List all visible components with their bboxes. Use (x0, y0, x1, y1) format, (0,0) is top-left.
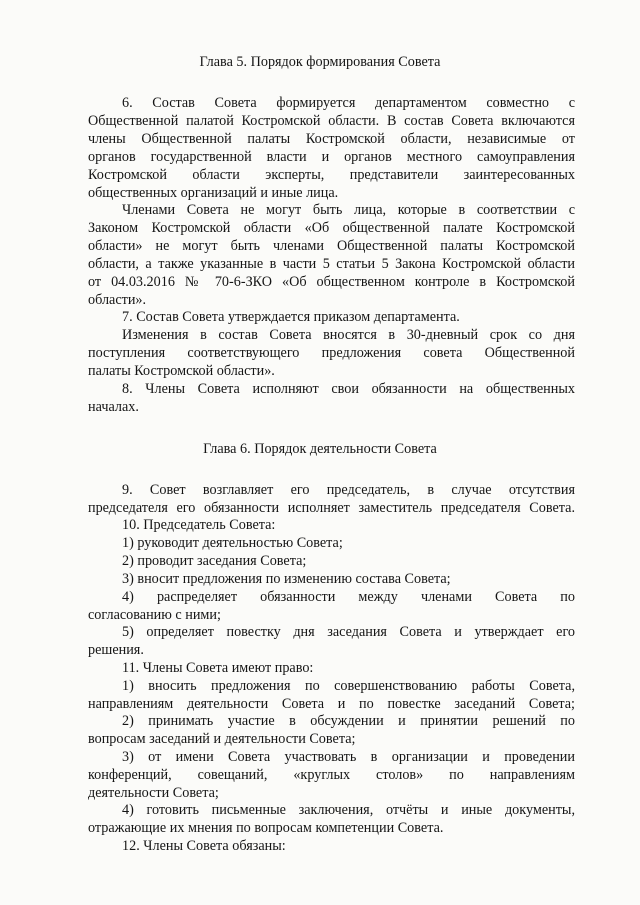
text-line: 1) руководит деятельностью Совета; (122, 535, 343, 551)
text-line: вопросам заседаний и деятельности Совета; (88, 731, 356, 747)
text-line: 6. Состав Совета формируется департаментом совместно с (122, 95, 575, 111)
text-line: Законом Костромской области «Об общественной палате Костромской (88, 220, 575, 236)
text-line: началах. (88, 399, 139, 415)
text-line: 1) вносить предложения по совершенствованию работы Совета, (122, 678, 575, 694)
text-line: 2) проводит заседания Совета; (122, 553, 307, 569)
text-line: области». (88, 292, 147, 308)
text-line: Изменения в состав Совета вносятся в 30-дневный срок со дня (122, 327, 575, 343)
text-line: области» не могут быть членами Общественной палаты Костромской (88, 238, 575, 254)
text-line: члены Общественной палаты Костромской области, независимые от (88, 131, 575, 147)
text-line: палаты Костромской области». (88, 363, 275, 379)
text-line: 11. Члены Совета имеют право: (122, 660, 314, 676)
text-line: от 04.03.2016 № 70-6-ЗКО «Об общественном контроле в Костромской (88, 274, 575, 290)
text-line: отражающие их мнения по вопросам компетенции Совета. (88, 820, 444, 836)
text-line: деятельности Совета; (88, 785, 219, 801)
text-line: 4) готовить письменные заключения, отчёты и иные документы, (122, 802, 575, 818)
text-line: 5) определяет повестку дня заседания Совета и утверждает его (122, 624, 575, 640)
text-line: общественных организаций и иные лица. (88, 185, 339, 201)
text-line: согласованию с ними; (88, 607, 221, 623)
text-line: конференций, совещаний, «круглых столов» по направлениям (88, 767, 575, 783)
text-line: председателя его обязанности исполняет заместитель председателя Совета. (88, 500, 575, 516)
chapter-6-heading: Глава 6. Порядок деятельности Совета (203, 441, 437, 457)
text-line: 3) вносит предложения по изменению состава Совета; (122, 571, 451, 587)
text-line: направлениям деятельности Совета и по повестке заседаний Совета; (88, 696, 575, 712)
text-line: Общественной палатой Костромской области. В состав Совета включаются (88, 113, 575, 129)
text-line: 2) принимать участие в обсуждении и принятии решений по (122, 713, 575, 729)
text-line: 9. Совет возглавляет его председатель, в случае отсутствия (122, 482, 575, 498)
text-line: 8. Члены Совета исполняют свои обязанности на общественных (122, 381, 575, 397)
text-line: 3) от имени Совета участвовать в организации и проведении (122, 749, 575, 765)
text-line: поступления соответствующего предложения совета Общественной (88, 345, 575, 361)
text-line: органов государственной власти и органов местного самоуправления (88, 149, 575, 165)
chapter-5-heading: Глава 5. Порядок формирования Совета (199, 54, 441, 70)
text-line: 4) распределяет обязанности между членами Совета по (122, 589, 575, 605)
text-line: Костромской области эксперты, представители заинтересованных (88, 167, 575, 183)
text-line: решения. (88, 642, 144, 658)
text-line: Членами Совета не могут быть лица, которые в соответствии с (122, 202, 575, 218)
text-line: 10. Председатель Совета: (122, 517, 276, 533)
text-line: области, а также указанные в части 5 статьи 5 Закона Костромской области (88, 256, 575, 272)
text-line: 7. Состав Совета утверждается приказом департамента. (122, 309, 460, 325)
text-line: 12. Члены Совета обязаны: (122, 838, 286, 854)
